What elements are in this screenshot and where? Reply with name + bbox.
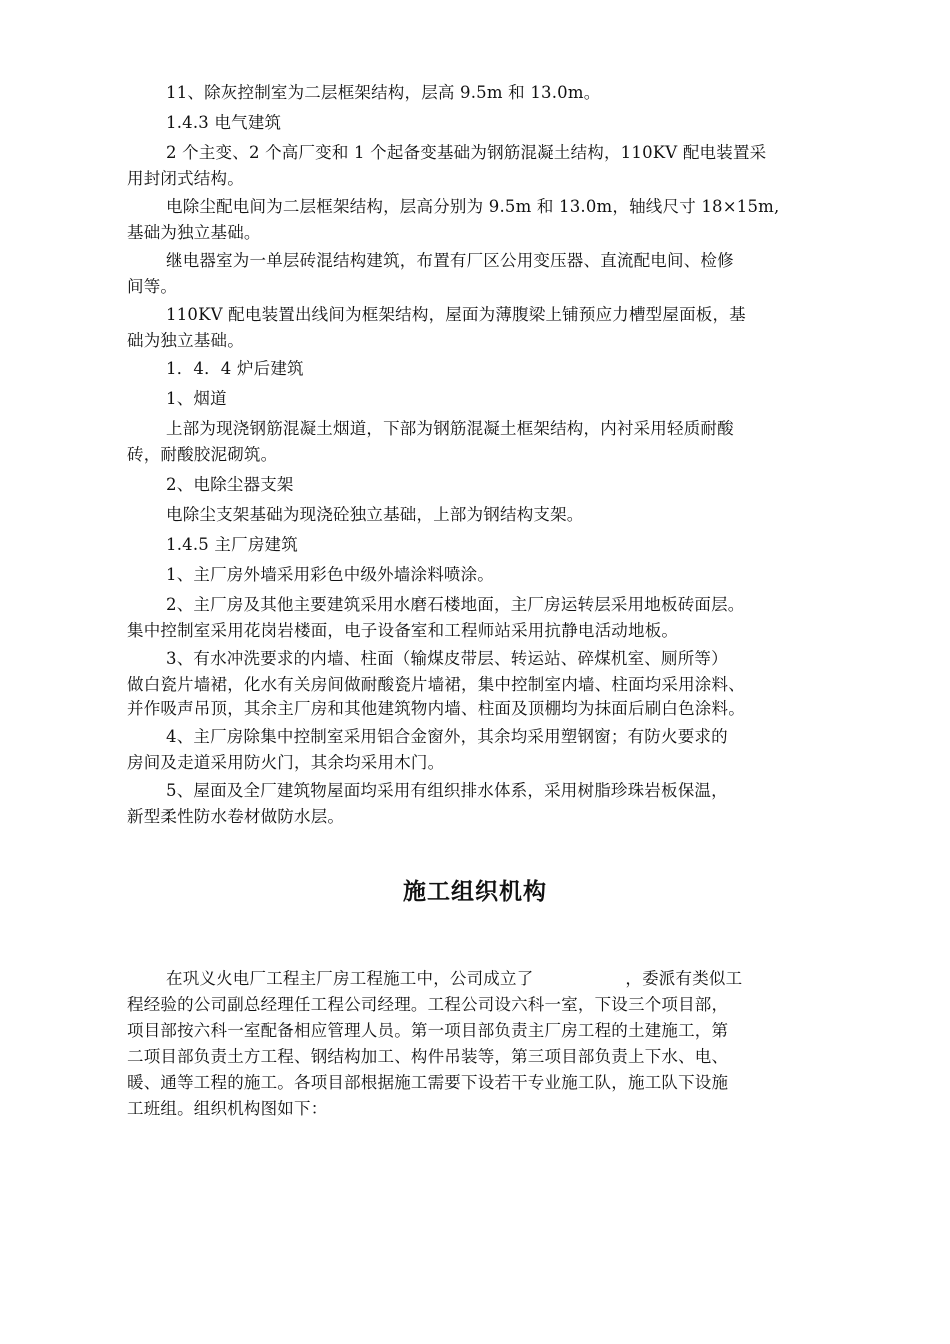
paragraph-line: 电除尘配电间为二层框架结构，层高分别为 9.5m 和 13.0m，轴线尺寸 18×15m, — [166, 197, 780, 216]
paragraph-line: 工班组。组织机构图如下： — [127, 1099, 328, 1118]
list-item-line: 新型柔性防水卷材做防水层。 — [127, 807, 345, 826]
subsection-heading: 1、烟道 — [166, 389, 227, 408]
item-11-line: 11、除灰控制室为二层框架结构，层高 9.5m 和 13.0m。 — [166, 83, 601, 102]
list-item-line: 3、有水冲洗要求的内墙、柱面（输煤皮带层、转运站、碎煤机室、厕所等） — [166, 649, 728, 668]
list-item-line: 做白瓷片墙裙，化水有关房间做耐酸瓷片墙裙，集中控制室内墙、柱面均采用涂料、 — [127, 675, 745, 694]
list-item-line: 2、主厂房及其他主要建筑采用水磨石楼地面，主厂房运转层采用地板砖面层。 — [166, 595, 745, 614]
list-item-line: 5、屋面及全厂建筑物屋面均采用有组织排水体系，采用树脂珍珠岩板保温， — [166, 781, 728, 800]
paragraph-line — [166, 968, 742, 990]
paragraph-line: 用封闭式结构。 — [127, 169, 244, 188]
list-item-line: 并作吸声吊顶，其余主厂房和其他建筑物内墙、柱面及顶棚均为抹面后刷白色涂料。 — [127, 699, 745, 718]
paragraph-text: 在巩义火电厂工程主厂房工程施工中，公司成立了 — [166, 969, 534, 988]
paragraph-line: 110KV 配电装置出线间为框架结构，屋面为薄腹梁上铺预应力槽型屋面板，基 — [166, 305, 746, 324]
paragraph-line: 项目部按六科一室配备相应管理人员。第一项目部负责主厂房工程的土建施工，第 — [127, 1021, 729, 1040]
paragraph-line: 二项目部负责土方工程、钢结构加工、构件吊装等，第三项目部负责上下水、电、 — [127, 1047, 729, 1066]
paragraph-line: 继电器室为一单层砖混结构建筑，布置有厂区公用变压器、直流配电间、检修 — [166, 251, 734, 270]
paragraph-line: 2 个主变、2 个高厂变和 1 个起备变基础为钢筋混凝土结构，110KV 配电装置采 — [166, 143, 767, 162]
section-1-4-5-heading: 1.4.5 主厂房建筑 — [166, 535, 298, 554]
paragraph-line: 基础为独立基础。 — [127, 223, 261, 242]
section-1-4-4-heading: 1．4．4 炉后建筑 — [166, 359, 304, 378]
paragraph-line: 间等。 — [127, 277, 178, 296]
paragraph-line: 程经验的公司副总经理任工程公司经理。工程公司设六科一室，下设三个项目部， — [127, 995, 729, 1014]
paragraph-line: 上部为现浇钢筋混凝土烟道，下部为钢筋混凝土框架结构，内衬采用轻质耐酸 — [166, 419, 734, 438]
paragraph-line: 砖，耐酸胶泥砌筑。 — [127, 445, 278, 464]
list-item-line: 1、主厂房外墙采用彩色中级外墙涂料喷涂。 — [166, 565, 494, 584]
paragraph-line: 暖、通等工程的施工。各项目部根据施工需要下设若干专业施工队，施工队下设施 — [127, 1073, 729, 1092]
paragraph-text: ，委派有类似工 — [625, 969, 743, 988]
list-item-line: 房间及走道采用防火门，其余均采用木门。 — [127, 753, 445, 772]
list-item-line: 集中控制室采用花岗岩楼面，电子设备室和工程师站采用抗静电活动地板。 — [127, 621, 679, 640]
section-1-4-3-heading: 1.4.3 电气建筑 — [166, 113, 282, 132]
section-title: 施工组织机构 — [403, 879, 547, 905]
subsection-heading: 2、电除尘器支架 — [166, 475, 294, 494]
paragraph-line: 电除尘支架基础为现浇砼独立基础，上部为钢结构支架。 — [166, 505, 584, 524]
paragraph-line: 础为独立基础。 — [127, 331, 244, 350]
list-item-line: 4、主厂房除集中控制室采用铝合金窗外，其余均采用塑钢窗；有防火要求的 — [166, 727, 728, 746]
